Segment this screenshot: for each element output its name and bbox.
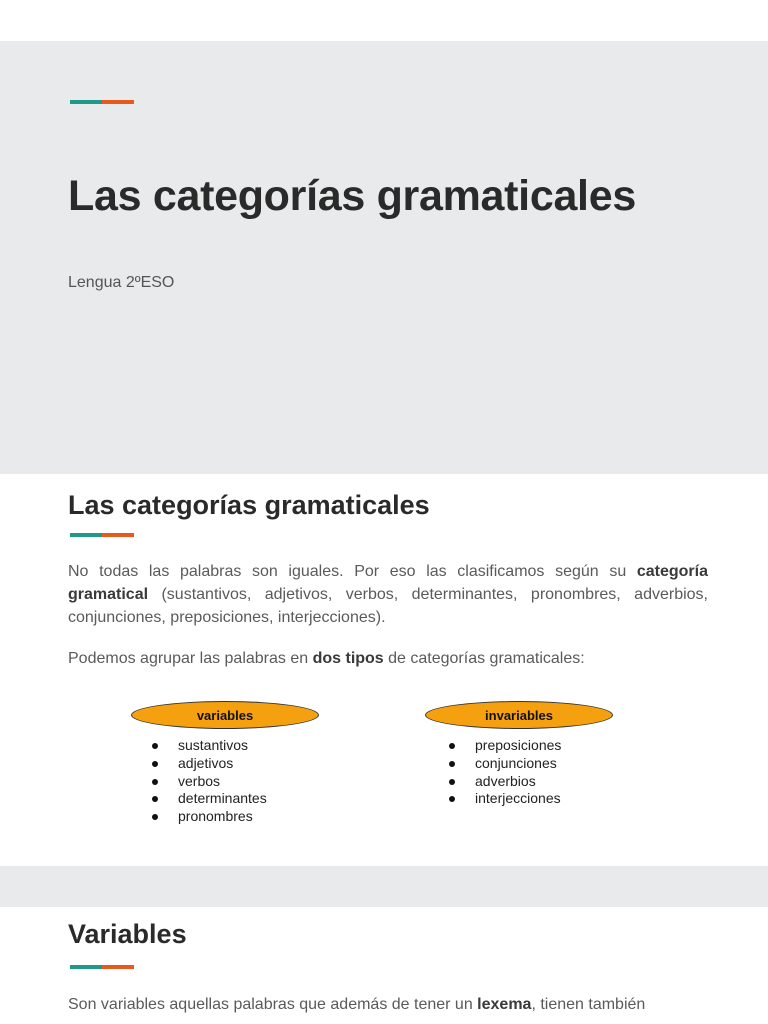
slide-separator: [0, 866, 768, 907]
list-item: sustantivos: [150, 737, 267, 755]
section-title: Variables: [68, 919, 187, 949]
cover-slide: [0, 41, 768, 474]
accent-bar: [70, 965, 134, 969]
list-item: preposiciones: [447, 737, 561, 755]
list-item: determinantes: [150, 790, 267, 808]
list-item: conjunciones: [447, 755, 561, 773]
intro-paragraph: No todas las palabras son iguales. Por eso las clasificamos según su categoría gramatical (sustantivos, adjetivos, verbos, determinantes, pronombres, adverbios, conjunciones, preposiciones, interjecciones).: [68, 563, 708, 626]
variables-slide: [0, 907, 768, 1024]
section-title: Las categorías gramaticales: [68, 490, 430, 520]
page-subtitle: Lengua 2ºESO: [68, 274, 175, 291]
top-margin: [0, 0, 768, 41]
list-item: adjetivos: [150, 755, 267, 773]
variables-list: [150, 737, 267, 826]
accent-bar: [70, 533, 134, 537]
invariables-list: [447, 737, 561, 808]
accent-bar: [70, 100, 134, 104]
list-item: adverbios: [447, 773, 561, 791]
page-title: Las categorías gramaticales: [68, 172, 636, 220]
list-item: verbos: [150, 773, 267, 791]
list-item: interjecciones: [447, 790, 561, 808]
invariables-oval: invariables: [425, 701, 613, 729]
variables-oval: variables: [131, 701, 319, 729]
categories-slide: [0, 474, 768, 866]
variables-paragraph: Son variables aquellas palabras que además de tener un lexema, tienen también: [68, 996, 646, 1013]
groups-paragraph: Podemos agrupar las palabras en dos tipos de categorías gramaticales:: [68, 650, 585, 667]
list-item: pronombres: [150, 808, 267, 826]
